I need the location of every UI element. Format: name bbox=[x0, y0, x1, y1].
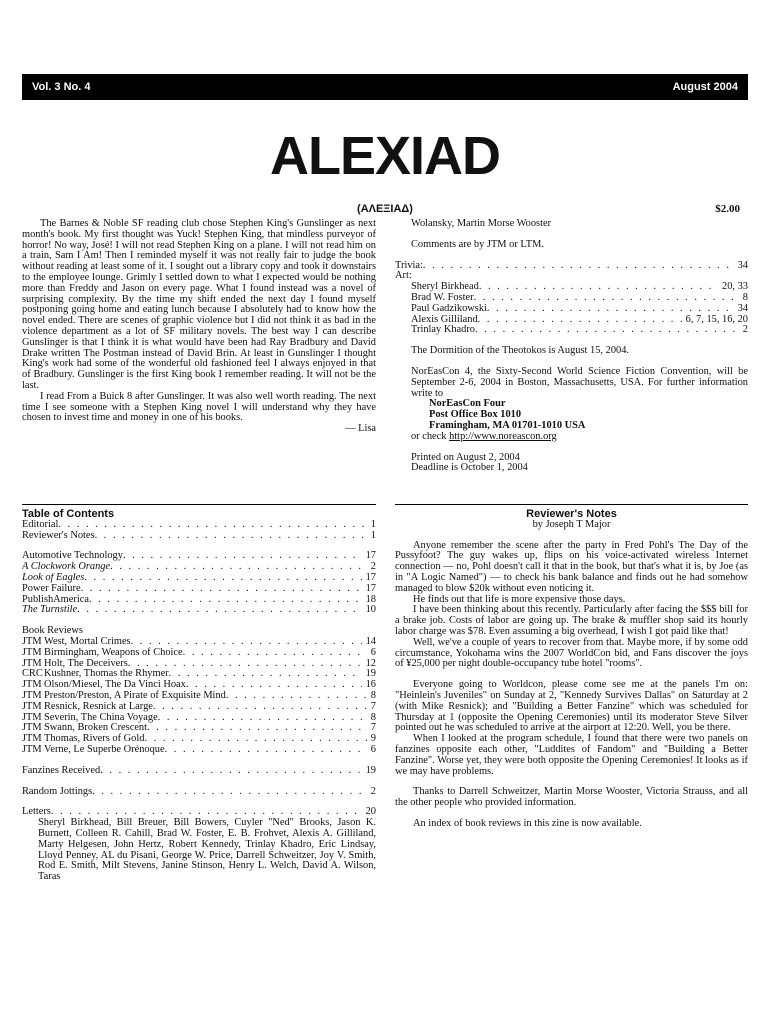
toc-entry[interactable]: Reviewer's Notes . . . 1 bbox=[22, 531, 376, 542]
reviewer-initials: JTM bbox=[22, 657, 42, 669]
review-page: 9 bbox=[370, 733, 376, 745]
review-title: Resnick, Resnick at Large bbox=[44, 700, 153, 712]
toc-entry[interactable]: Automotive Technology . . . 17 bbox=[22, 551, 376, 562]
review-page: 19 bbox=[365, 668, 376, 680]
divider bbox=[22, 504, 376, 505]
address-line: Post Office Box 1010 bbox=[429, 409, 522, 421]
book-review-entry[interactable] bbox=[22, 648, 376, 659]
reviewer-initials: CRC bbox=[22, 668, 43, 680]
address-line: NorEasCon Four bbox=[429, 398, 506, 410]
editorial-paragraph: The Barnes & Noble SF reading club chose Stephen King's Gunslinger as next month's book. My first thought was Yuck! Stephen King, that mindless purveyor of horror! No way, José! I will not read Stephen King on a plane. I will not read him on a train, Sam I Am! Then I reminded myself it was not really fair to judge the book without reading at least some of it. I sought out a library copy and took it downstairs to the employee lounge. Grimly I settled down to what I expected would be nothing more than Freddy and Jason on every page. What I found instead was a novel of surprising complexity. By the time my shift ended the next day I found myself postponing going home and eating lunch because I absolutely had to know how the novel ended. There are scenes of graphic violence but I did not think it as bad in the violence department as a lot of SF military novels. The best way I can describe Gunslinger is that I think it is what would have been had Ray Bradbury and David Drake written The Postman instead of David Brin. At least in Gunslinger I thought King's work had some of the wonderful old fashioned feel I always enjoyed in that of Bradbury. Gunslinger is the first King book I remember reading. It will not be the last. bbox=[22, 218, 376, 391]
issue-date: August 2004 bbox=[672, 81, 738, 93]
book-reviews-label: Book Reviews bbox=[22, 625, 83, 637]
review-page: 7 bbox=[370, 722, 376, 734]
masthead bbox=[395, 219, 748, 474]
review-title: Thomas, Rivers of Gold bbox=[44, 733, 145, 745]
toc-entry[interactable]: The Turnstile . . . 10 bbox=[22, 605, 376, 616]
notes-paragraph: Everyone going to Worldcon, please come see me at the panels I'm on: "Heinlein's Juveniles" on Sunday at 2, "Kennedy Survives Dallas" on Saturday at 2 (with Mike Resnick); and "Building a Better Fanzine" which was scheduled for Thursday at 1 (opposite the Opening Ceremonies) until its moderator Steve Silver pointed out he was scheduled to arrive at the airport at 12:20. Well, you be there. bbox=[395, 679, 748, 734]
price: $2.00 bbox=[715, 203, 740, 215]
art-credit-entry: Alexis Gilliland . . . 6, 7, 15, 16, 20 bbox=[411, 315, 748, 326]
art-credit-entry: Brad W. Foster . . . 8 bbox=[411, 293, 748, 304]
toc-entry[interactable]: Letters . . . 20 bbox=[22, 807, 376, 818]
review-title: Preston/Preston, A Pirate of Exquisite Mind bbox=[44, 689, 226, 701]
reviewer-initials: JTM bbox=[22, 733, 42, 745]
notes-paragraph: Well, we've a couple of years to recover from that. Maybe more, if by some odd circumstance, Yokohama wins the 2007 WorldCon bid, and Fans discover the joys of ¥25,000 per night double-occupancy tube hotel "rooms". bbox=[395, 636, 748, 670]
reviewers-notes-heading: Reviewer's Notes bbox=[526, 508, 617, 520]
noreascon-note: NorEasCon 4, the Sixty-Second World Science Fiction Convention, will be September 2-6, 2004 in Boston, Massachusetts, USA. For further information write to bbox=[411, 365, 748, 399]
reviewer-initials: JTM bbox=[22, 722, 42, 734]
divider bbox=[395, 504, 748, 505]
notes-paragraph: An index of book reviews in this zine is now available. bbox=[413, 817, 642, 829]
toc-entry[interactable]: Power Failure . . . 17 bbox=[22, 584, 376, 595]
art-credit-entry: Paul Gadzikowski . . . 34 bbox=[411, 304, 748, 315]
notes-paragraph: Anyone remember the scene after the party in Fred Pohl's The Day of the Pussyfoot? The guy wakes up, flips on his voice-activated wireless Internet connection — no, Pohl doesn't call it that in the book, but that's what it is, by Joe (as in "A Logic Named") — to check his bank balance and finds out he had somehow managed to blow $20k without even noticing it. bbox=[395, 539, 748, 594]
review-title: Holt, The Deceivers bbox=[44, 657, 128, 669]
greek-title: (ΑΛΕΞΙΑΔ) bbox=[357, 203, 413, 215]
review-page: 14 bbox=[365, 635, 376, 647]
toc-entry[interactable]: PublishAmerica . . . 18 bbox=[22, 595, 376, 606]
review-page: 7 bbox=[370, 700, 376, 712]
address-line: Framingham, MA 01701-1010 USA bbox=[429, 419, 586, 431]
review-title: Olson/Miesel, The Da Vinci Hoax bbox=[44, 679, 186, 691]
book-review-entry[interactable] bbox=[22, 702, 376, 713]
comments-note: Comments are by JTM or LTM. bbox=[411, 238, 544, 250]
noreascon-link[interactable]: http://www.noreascon.org bbox=[449, 430, 557, 442]
notes-paragraph: Thanks to Darrell Schweitzer, Martin Morse Wooster, Victoria Strauss, and all the other people who provided information. bbox=[395, 786, 748, 809]
toc-heading: Table of Contents bbox=[22, 508, 115, 520]
review-page: 12 bbox=[365, 657, 376, 669]
byline: by Joseph T Major bbox=[532, 518, 611, 530]
art-credits bbox=[395, 282, 748, 336]
review-title: West, Mortal Crimes bbox=[44, 635, 131, 647]
header-banner bbox=[22, 74, 748, 100]
book-review-entry[interactable] bbox=[22, 745, 376, 756]
reviewer-initials: JTM bbox=[22, 646, 42, 658]
review-title: Swann, Broken Crescent bbox=[44, 722, 148, 734]
reviewer-initials: JTM bbox=[22, 700, 42, 712]
toc-entry[interactable]: A Clockwork Orange . . . 2 bbox=[22, 562, 376, 573]
toc-entry[interactable]: Fanzines Received . . . 19 bbox=[22, 766, 376, 777]
editorial bbox=[22, 219, 376, 435]
reviewer-initials: JTM bbox=[22, 689, 42, 701]
review-title: Kushner, Thomas the Rhymer bbox=[44, 668, 169, 680]
trivia-entry: Trivia: . . . 34 bbox=[395, 261, 748, 272]
editorial-paragraph: I read From a Buick 8 after Gunslinger. It was also well worth reading. The next time I see someone with a Stephen King novel I will understand why they have chosen to invest time and money in one of his books. bbox=[22, 390, 376, 424]
printed-date: Printed on August 2, 2004 bbox=[411, 451, 520, 463]
review-page: 6 bbox=[370, 743, 376, 755]
toc-entry[interactable]: Look of Eagles . . . 17 bbox=[22, 573, 376, 584]
book-reviews-list bbox=[22, 637, 376, 756]
reviewer-initials: JTM bbox=[22, 635, 42, 647]
dormition-note: The Dormition of the Theotokos is August 15, 2004. bbox=[411, 345, 629, 357]
table-of-contents bbox=[22, 509, 376, 883]
reviewer-initials: JTM bbox=[22, 711, 42, 723]
notes-paragraph: He finds out that life is more expensive those days. bbox=[413, 593, 626, 605]
zine-title: ALEXIAD bbox=[269, 126, 500, 186]
review-title: Birmingham, Weapons of Choice bbox=[44, 646, 183, 658]
deadline: Deadline is October 1, 2004 bbox=[411, 462, 528, 474]
reviewer-initials: JTM bbox=[22, 679, 42, 691]
notes-paragraph: I have been thinking about this recently. Particularly after facing the $$$ bill for a brake job. Costs of labor are going up. The brake & muffler shop said its hourly labor charge was $78. Even assuming a big overhead, I wish I got paid like that! bbox=[395, 604, 748, 637]
editorial-signature: — Lisa bbox=[345, 423, 376, 435]
toc-entry[interactable]: Random Jottings . . . 2 bbox=[22, 787, 376, 798]
notes-paragraph: When I looked at the program schedule, I found that there were two panels on fanzines opposite each other, "Luddites of Fandom" and "Building a Better Fanzine". Worse yet, they were both opposite the Opening Ceremonies! It looks as if we may have problems. bbox=[395, 733, 748, 777]
review-page: 8 bbox=[370, 711, 376, 723]
review-page: 8 bbox=[370, 689, 376, 701]
review-page: 16 bbox=[365, 679, 376, 691]
letters-names: Sheryl Birkhead, Bill Breuer, Bill Bowers, Cuyler "Ned" Brooks, Jason K. Burnett, Colleen R. Cahill, Brad W. Foster, E. B. Frohvet, Alexis A. Gilliland, Marty Helgesen, John Hertz, Robert Kennedy, Trinlay Khadro, Eric Lindsay, Lloyd Penney, AL du Pisani, George W. Price, Darrell Schweitzer, Joy V. Smith, Rod E. Smith, Milt Stevens, Janine Stinson, Henry L. Welch, David A. Wilson, Taras bbox=[38, 817, 376, 883]
toc-entry[interactable]: Editorial . . . 1 bbox=[22, 520, 376, 531]
volume-number: Vol. 3 No. 4 bbox=[32, 81, 91, 93]
review-title: Verne, Le Superbe Orénoque bbox=[44, 743, 165, 755]
review-title: Severin, The China Voyage bbox=[44, 711, 158, 723]
reviewers-notes bbox=[395, 509, 748, 830]
check-url-line: or check http://www.noreascon.org bbox=[411, 430, 557, 442]
art-credit-entry: Trinlay Khadro . . . 2 bbox=[411, 325, 748, 336]
art-credit-entry: Sheryl Birkhead . . . 20, 33 bbox=[411, 282, 748, 293]
review-page: 6 bbox=[370, 646, 376, 658]
masthead-continued: Wolansky, Martin Morse Wooster bbox=[411, 218, 552, 229]
art-label: Art: bbox=[395, 270, 412, 282]
reviewer-initials: JTM bbox=[22, 743, 42, 755]
